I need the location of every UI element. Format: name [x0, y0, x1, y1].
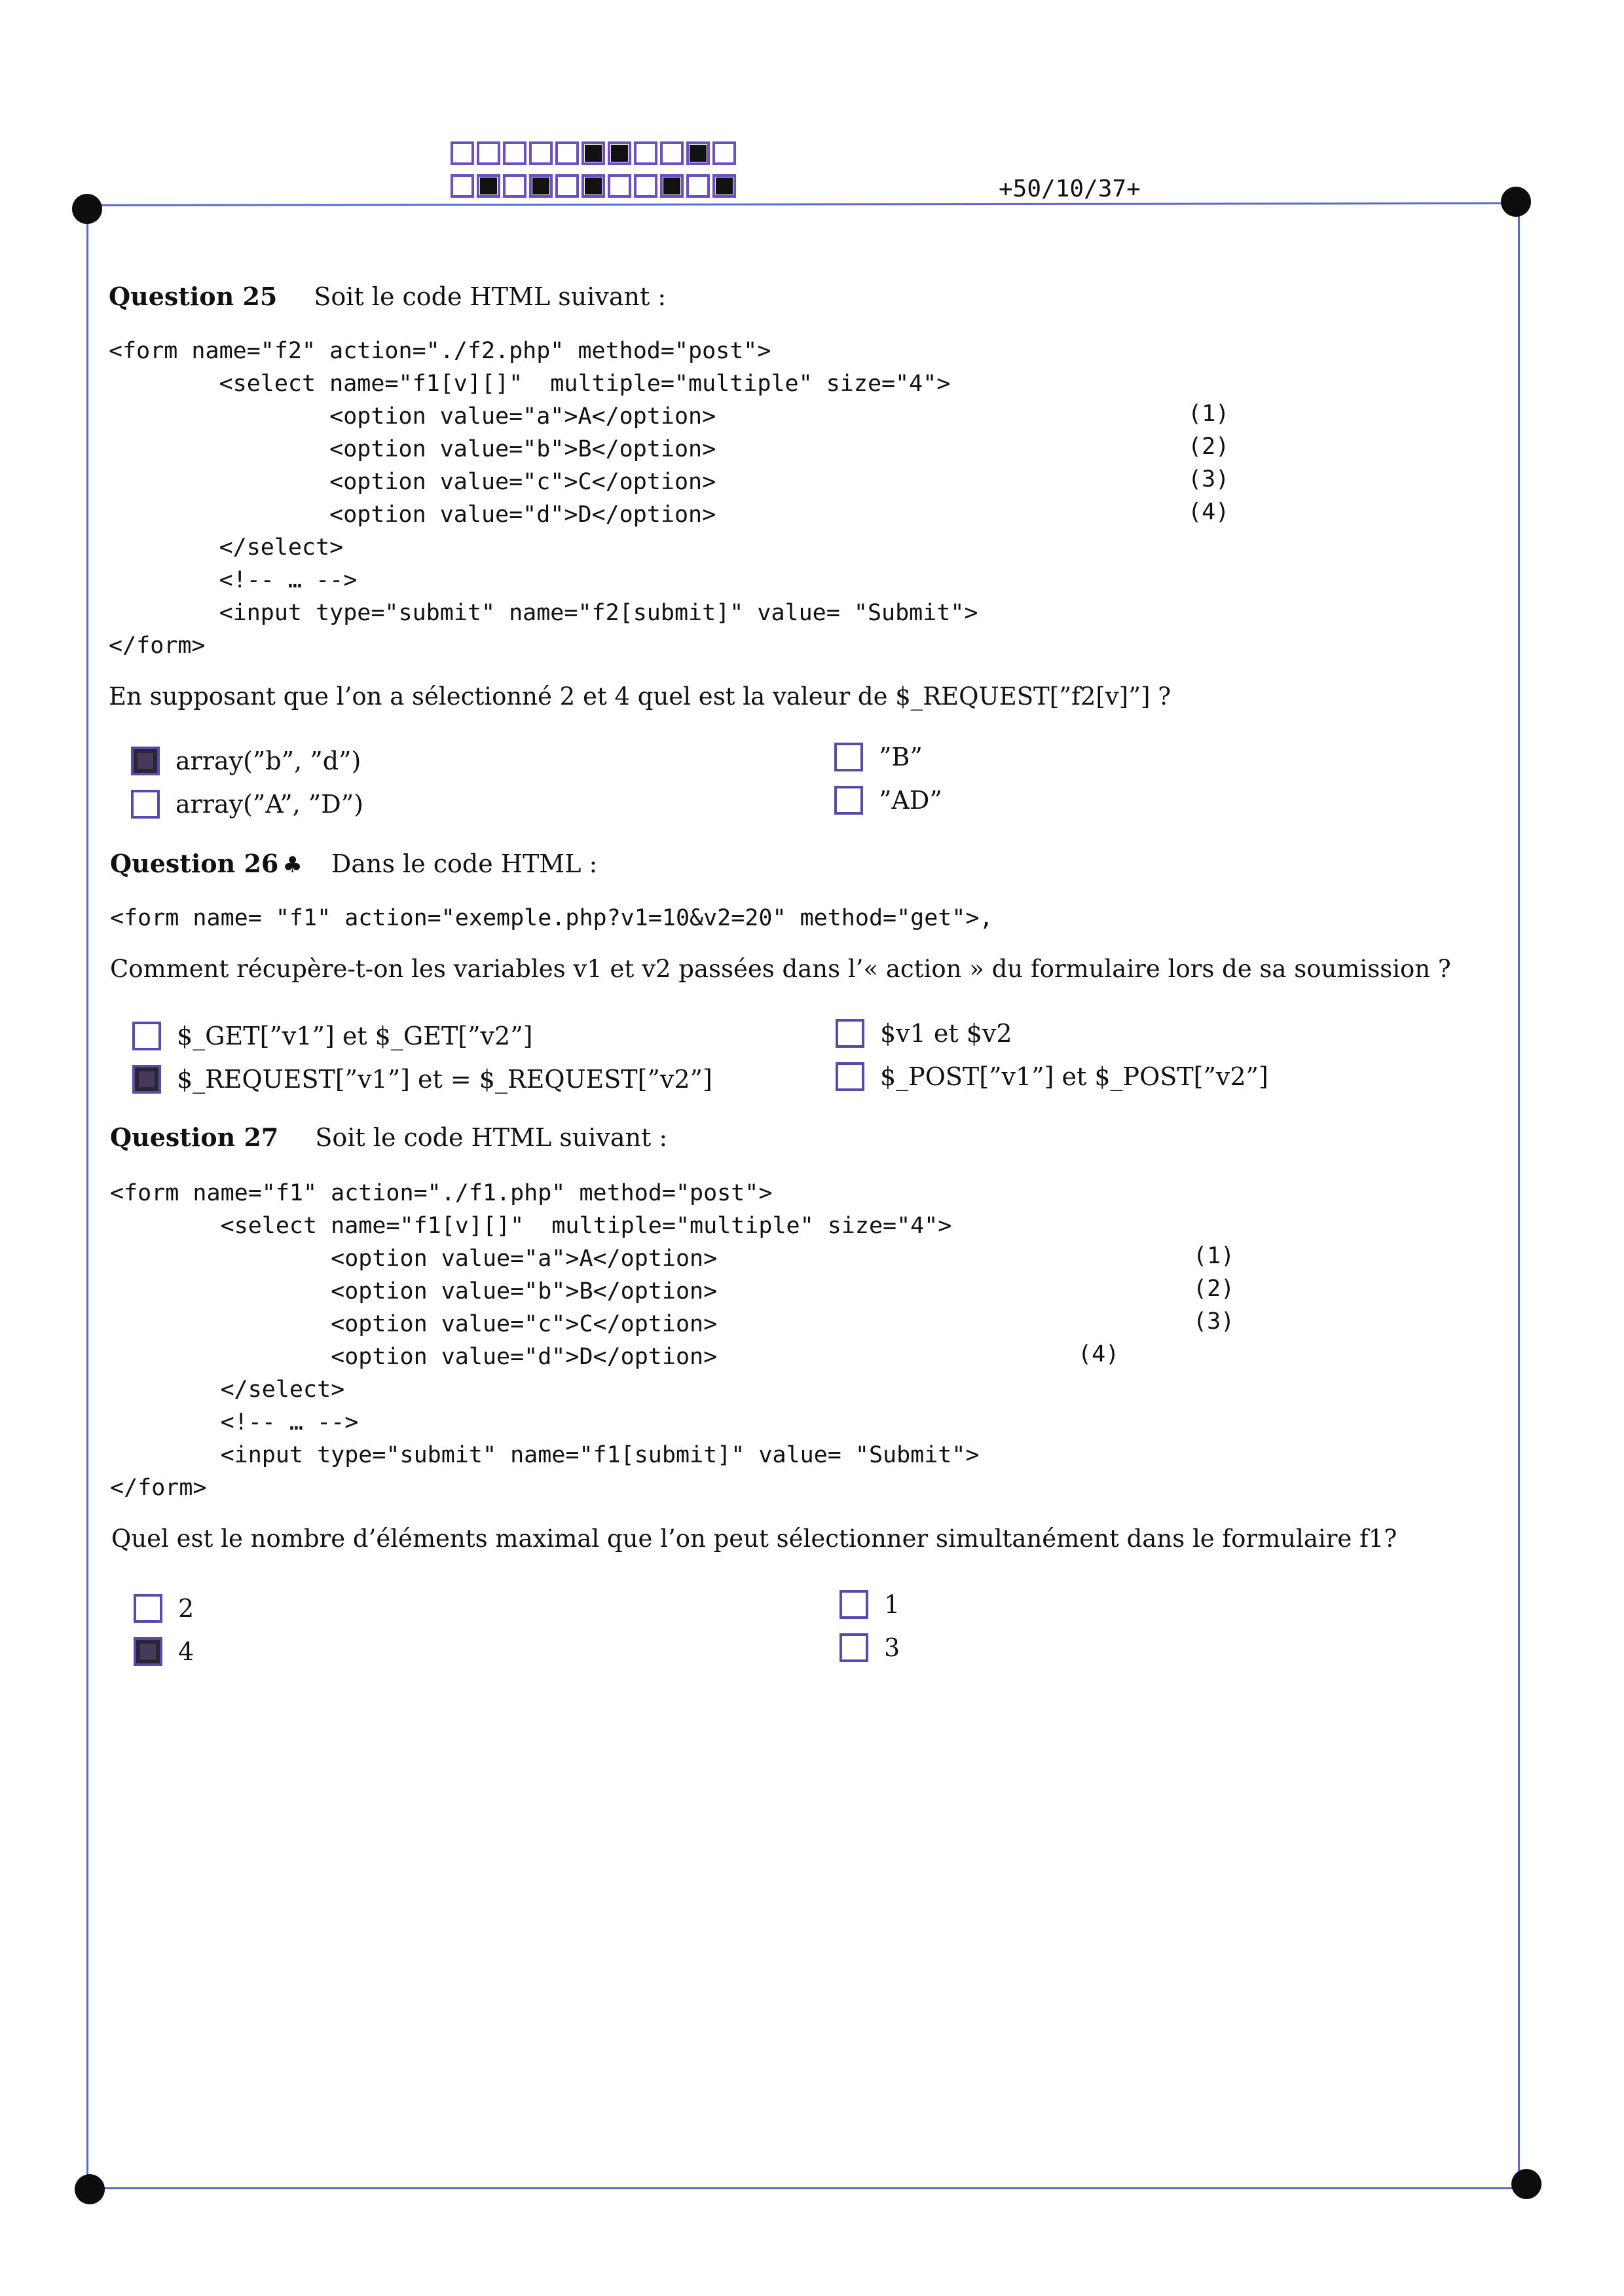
barcode-cell — [660, 174, 684, 198]
barcode-cell — [503, 141, 526, 165]
checkbox[interactable] — [834, 743, 863, 771]
code-line: <input type="submit" name="f1[submit]" value= "Submit"> — [110, 1442, 980, 1468]
barcode-top-row — [451, 141, 739, 165]
line-marker: (1) — [1193, 1243, 1235, 1269]
code-line: <form name="f2" action="./f2.php" method="post"> — [109, 338, 771, 364]
answer-text: ”B” — [879, 743, 923, 771]
answer-text: $_REQUEST[”v1”] et = $_REQUEST[”v2”] — [177, 1065, 712, 1094]
line-marker: (3) — [1193, 1308, 1235, 1335]
barcode-cell — [529, 141, 553, 165]
answer-text: 2 — [178, 1594, 194, 1623]
question-intro: Soit le code HTML suivant : — [315, 1123, 668, 1152]
corner-marker-top-left — [72, 194, 102, 224]
barcode-cell — [555, 141, 579, 165]
page-identifier: +50/10/37+ — [999, 176, 1141, 202]
code-line: </select> — [110, 1377, 345, 1403]
barcode-bottom-row — [451, 174, 739, 198]
answer-option[interactable] — [836, 1062, 1268, 1091]
question-label: Question 27 — [110, 1122, 279, 1152]
checkbox[interactable] — [132, 1022, 161, 1050]
line-marker: (2) — [1188, 434, 1230, 460]
barcode-cell — [608, 174, 631, 198]
corner-marker-top-right — [1501, 187, 1531, 217]
code-line: <option value="d">D</option> — [110, 1344, 718, 1370]
line-marker: (3) — [1188, 466, 1230, 492]
answer-option[interactable] — [840, 1590, 900, 1619]
frame-left-line — [86, 206, 88, 2190]
answer-option[interactable] — [131, 747, 361, 775]
answer-option[interactable] — [834, 786, 942, 815]
question-26-heading — [110, 849, 597, 878]
answer-text: 4 — [178, 1637, 194, 1666]
answer-text: $v1 et $v2 — [880, 1019, 1012, 1048]
answer-option[interactable] — [840, 1633, 900, 1662]
checkbox[interactable] — [840, 1590, 868, 1619]
barcode-cell — [477, 141, 500, 165]
answer-option[interactable] — [131, 790, 363, 819]
code-line: </form> — [110, 1475, 207, 1501]
code-line: <option value="c">C</option> — [109, 469, 716, 495]
answer-option[interactable] — [836, 1019, 1012, 1048]
question-label: Question 25 — [109, 282, 278, 311]
answer-option[interactable] — [132, 1022, 532, 1050]
question-label: Question 26 — [110, 849, 279, 878]
question-prompt: Comment récupère-t-on les variables v1 et v2 passées dans l’« action » du formulaire lors de sa soumission ? — [110, 955, 1451, 983]
barcode-cell — [477, 174, 500, 198]
answer-text: $_GET[”v1”] et $_GET[”v2”] — [177, 1022, 533, 1050]
frame-bottom-line — [89, 2187, 1527, 2189]
line-marker: (4) — [1078, 1341, 1120, 1367]
code-line: <form name="f1" action="./f1.php" method="post"> — [110, 1180, 773, 1206]
barcode-cell — [555, 174, 579, 198]
code-line: <select name="f1[v][]" multiple="multiple" size="4"> — [109, 371, 951, 397]
code-line: <option value="a">A</option> — [109, 403, 716, 430]
checkbox[interactable] — [132, 1065, 161, 1094]
checkbox[interactable] — [131, 747, 160, 775]
question-27-heading — [110, 1122, 667, 1152]
code-line: <!-- … --> — [110, 1409, 359, 1435]
barcode-cell — [660, 141, 684, 165]
code-line: </form> — [109, 633, 206, 659]
code-line: <form name= "f1" action="exemple.php?v1=10&v2=20" method="get">, — [110, 905, 993, 931]
answer-text: array(”b”, ”d”) — [175, 747, 361, 775]
checkbox[interactable] — [840, 1633, 868, 1662]
code-line: </select> — [109, 534, 344, 561]
answer-text: array(”A”, ”D”) — [175, 790, 363, 819]
code-line: <option value="d">D</option> — [109, 502, 716, 528]
code-line: <option value="b">B</option> — [110, 1278, 718, 1305]
barcode-cell — [712, 174, 736, 198]
frame-top-line — [85, 202, 1517, 206]
checkbox[interactable] — [134, 1637, 162, 1666]
barcode-cell — [581, 141, 605, 165]
answer-option[interactable] — [132, 1065, 712, 1094]
barcode-cell — [686, 141, 710, 165]
code-line: <option value="b">B</option> — [109, 436, 716, 462]
line-marker: (4) — [1188, 499, 1230, 525]
checkbox[interactable] — [836, 1019, 864, 1048]
line-marker: (2) — [1193, 1276, 1235, 1302]
checkbox[interactable] — [131, 790, 160, 819]
checkbox[interactable] — [134, 1594, 162, 1623]
question-intro: Dans le code HTML : — [331, 849, 598, 878]
barcode-cell — [634, 141, 657, 165]
barcode-cell — [451, 141, 474, 165]
code-line: <!-- … --> — [109, 567, 358, 593]
barcode-cell — [634, 174, 657, 198]
barcode-cell — [581, 174, 605, 198]
code-line: <option value="a">A</option> — [110, 1246, 718, 1272]
corner-marker-bottom-left — [75, 2174, 105, 2204]
barcode-cell — [686, 174, 710, 198]
question-prompt: En supposant que l’on a sélectionné 2 et 4 quel est la valeur de $_REQUEST[”f2[v]”] ? — [109, 682, 1172, 711]
club-icon: ♣ — [282, 852, 303, 878]
barcode-cell — [503, 174, 526, 198]
answer-text: 1 — [884, 1590, 900, 1619]
answer-option[interactable] — [834, 743, 923, 771]
answer-option[interactable] — [134, 1594, 194, 1623]
barcode-cell — [451, 174, 474, 198]
question-25-heading — [109, 282, 666, 311]
line-marker: (1) — [1188, 401, 1230, 427]
corner-marker-bottom-right — [1511, 2169, 1541, 2199]
code-line: <select name="f1[v][]" multiple="multiple" size="4"> — [110, 1213, 952, 1239]
barcode-cell — [712, 141, 736, 165]
code-line: <option value="c">C</option> — [110, 1311, 718, 1337]
answer-text: ”AD” — [879, 786, 942, 815]
code-line: <input type="submit" name="f2[submit]" value= "Submit"> — [109, 600, 978, 626]
checkbox[interactable] — [836, 1062, 864, 1091]
frame-right-line — [1518, 203, 1520, 2187]
answer-option[interactable] — [134, 1637, 194, 1666]
answer-text: $_POST[”v1”] et $_POST[”v2”] — [880, 1062, 1268, 1091]
question-intro: Soit le code HTML suivant : — [314, 282, 667, 311]
barcode-cell — [608, 141, 631, 165]
question-prompt: Quel est le nombre d’éléments maximal que l’on peut sélectionner simultanément dans le formulaire f1? — [111, 1525, 1397, 1553]
barcode-cell — [529, 174, 553, 198]
answer-text: 3 — [884, 1633, 900, 1662]
checkbox[interactable] — [834, 786, 863, 815]
